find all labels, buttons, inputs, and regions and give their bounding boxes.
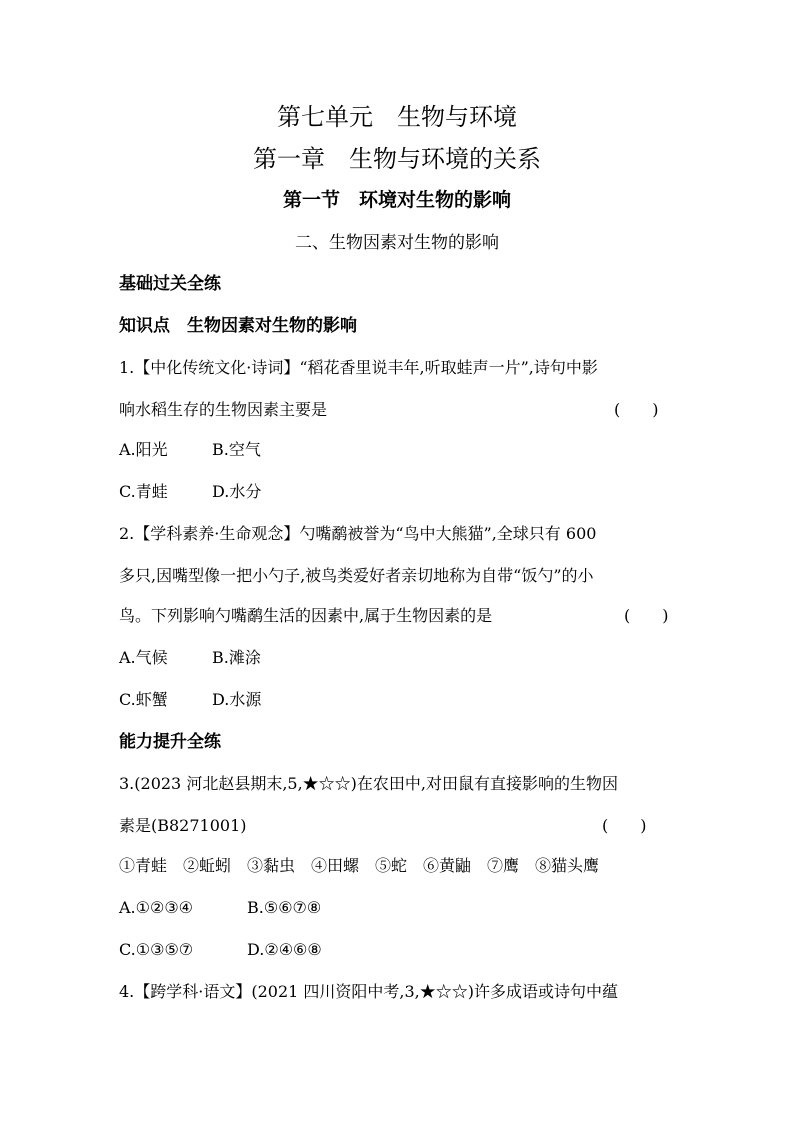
q2-line-1: 2.【学科素养·生命观念】勺嘴鹬被誉为“鸟中大熊猫”,全球只有 600 xyxy=(119,524,597,543)
q1-options-row-1 xyxy=(119,438,261,462)
q2-options-row-1 xyxy=(119,646,261,670)
q2-line-2: 多只,因嘴型像一把小勺子,被鸟类爱好者亲切地称为自带“饭勺”的小 xyxy=(119,566,594,585)
q1-line-2: 响水稻生存的生物因素主要是 xyxy=(119,400,328,419)
q2-answer-paren: ( ) xyxy=(624,606,669,625)
q2-option-b: B.滩涂 xyxy=(212,648,261,667)
subsection-title: 二、生物因素对生物的影响 xyxy=(295,233,499,253)
q4-line-1: 4.【跨学科·语文】(2021 四川资阳中考,3,★☆☆)许多成语或诗句中蕴 xyxy=(119,982,618,1001)
q2-option-a: A.气候 xyxy=(119,648,168,667)
q2-options-row-2 xyxy=(119,688,261,712)
q1-option-c: C.青蛙 xyxy=(119,482,168,501)
q1-option-b: B.空气 xyxy=(212,440,261,459)
q2-option-d: D.水源 xyxy=(212,690,262,709)
heading-advanced: 能力提升全练 xyxy=(119,732,221,752)
q1-option-d: D.水分 xyxy=(212,482,262,501)
q3-option-b: B.⑤⑥⑦⑧ xyxy=(247,898,322,917)
section-title: 第一节 环境对生物的影响 xyxy=(282,189,511,211)
q3-options-row-2 xyxy=(119,938,322,962)
q3-option-c: C.①③⑤⑦ xyxy=(119,940,194,959)
q3-option-d: D.②④⑥⑧ xyxy=(247,940,322,959)
heading-knowledge-point: 知识点 生物因素对生物的影响 xyxy=(119,316,357,336)
q3-option-a: A.①②③④ xyxy=(119,898,194,917)
q1-options-row-2 xyxy=(119,480,261,504)
q3-options-row-1 xyxy=(119,896,321,920)
q3-line-1: 3.(2023 河北赵县期末,5,★☆☆)在农田中,对田鼠有直接影响的生物因 xyxy=(119,774,618,793)
q3-answer-paren: ( ) xyxy=(602,816,647,835)
q3-items: ①青蛙 ②蚯蚓 ③黏虫 ④田螺 ⑤蛇 ⑥黄鼬 ⑦鹰 ⑧猫头鹰 xyxy=(119,856,600,875)
q3-line-2: 素是(B8271001) xyxy=(119,816,247,835)
q1-line-1: 1.【中化传统文化·诗词】“稻花香里说丰年,听取蛙声一片”,诗句中影 xyxy=(119,358,598,377)
q1-option-a: A.阳光 xyxy=(119,440,168,459)
q1-answer-paren: ( ) xyxy=(614,400,659,419)
q2-line-3: 鸟。下列影响勺嘴鹬生活的因素中,属于生物因素的是 xyxy=(119,606,493,625)
chapter-title: 第一章 生物与环境的关系 xyxy=(253,145,541,173)
unit-title: 第七单元 生物与环境 xyxy=(277,103,517,131)
heading-basic: 基础过关全练 xyxy=(119,274,221,294)
q2-option-c: C.虾蟹 xyxy=(119,690,168,709)
